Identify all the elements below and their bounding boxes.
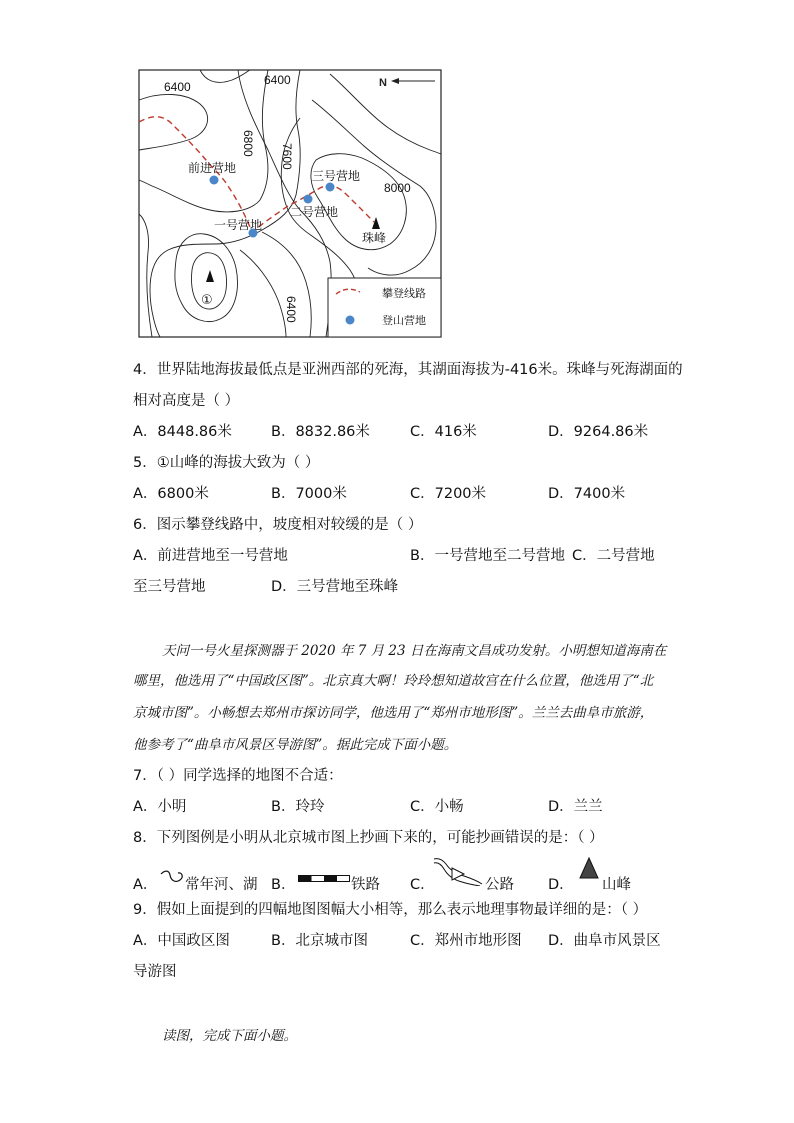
label-camp2: 二号营地 xyxy=(290,205,339,219)
q5-option-b[interactable]: B．7000米 xyxy=(271,486,347,502)
contour-line-outer-left xyxy=(139,94,208,150)
q6-stem: 6．图示攀登线路中，坡度相对较缓的是（ ） xyxy=(133,517,423,533)
contour-label-8000: 8000 xyxy=(384,181,411,195)
q4-option-a[interactable]: A．8448.86米 xyxy=(133,424,232,440)
q6-option-c[interactable]: C．二号营地 xyxy=(572,548,655,564)
legend-route-label: 攀登线路 xyxy=(382,288,426,300)
q8-option-d-label: 山峰 xyxy=(602,877,631,893)
q8-option-a[interactable] xyxy=(133,873,157,894)
contour-label-6400-top-left: 6400 xyxy=(164,80,191,94)
passage-line4: 他参考了“曲阜市风景区导游图”。据此完成下面小题。 xyxy=(133,737,458,753)
q8-option-c-prefix: C． xyxy=(410,877,435,893)
contour-label-6800: 6800 xyxy=(241,130,255,157)
q5-option-c[interactable]: C．7200米 xyxy=(410,486,487,502)
north-label: N xyxy=(379,77,387,89)
q8-option-c-label: 公路 xyxy=(485,877,514,893)
label-peak1: ① xyxy=(201,292,213,307)
q8-option-d-prefix: D． xyxy=(548,877,574,893)
q4-option-c[interactable]: C．416米 xyxy=(410,424,477,440)
contour-line-6400-top-left xyxy=(200,70,250,82)
q9-option-d-continued[interactable]: 导游图 xyxy=(133,964,177,980)
q5-option-a[interactable]: A．6800米 xyxy=(133,486,209,502)
q4-option-d[interactable]: D．9264.86米 xyxy=(548,424,649,440)
q9-option-c[interactable]: C．郑州市地形图 xyxy=(410,933,522,949)
label-qianjin-camp: 前进营地 xyxy=(188,161,237,175)
q7-option-c[interactable]: C．小畅 xyxy=(410,799,464,815)
camp-qianjin-marker xyxy=(210,176,219,185)
river-lake-symbol-icon xyxy=(160,866,186,888)
q9-option-b[interactable]: B．北京城市图 xyxy=(271,933,368,949)
north-arrowhead-icon xyxy=(391,78,399,84)
label-zhufeng: 珠峰 xyxy=(362,231,387,245)
read-map-instruction: 读图，完成下面小题。 xyxy=(162,1028,297,1044)
q7-option-a[interactable]: A．小明 xyxy=(133,799,187,815)
q5-stem: 5．①山峰的海拔大致为（ ） xyxy=(133,455,320,471)
q9-stem: 9．假如上面提到的四幅地图图幅大小相等，那么表示地理事物最详细的是：（ ） xyxy=(133,902,648,918)
q8-option-c[interactable] xyxy=(410,873,435,894)
contour-line-south-mid xyxy=(240,250,286,337)
passage-line1: 天问一号火星探测器于 2020 年 7 月 23 日在海南文昌成功发射。小明想知道海南在 xyxy=(162,643,667,659)
legend-camp-icon xyxy=(346,316,355,325)
contour-line-south-west xyxy=(139,214,152,337)
passage-line3: 京城市图”。小畅想去郑州市探访同学，他选用了“郑州市地形图”。兰兰去曲阜市旅游， xyxy=(133,705,654,721)
camp2-marker xyxy=(304,195,313,204)
zhufeng-peak-icon xyxy=(372,217,380,229)
contour-label-7600: 7600 xyxy=(280,143,294,170)
q7-option-d[interactable]: D．兰兰 xyxy=(548,799,603,815)
contour-label-6400-bottom: 6400 xyxy=(284,296,298,323)
q4-stem-line1: 4．世界陆地海拔最低点是亚洲西部的死海，其湖面海拔为-416米。珠峰与死海湖面的 xyxy=(133,362,683,378)
q5-option-d[interactable]: D．7400米 xyxy=(548,486,626,502)
q4-option-b[interactable]: B．8832.86米 xyxy=(271,424,370,440)
q8-option-b[interactable] xyxy=(271,873,295,894)
q8-stem: 8．下列图例是小明从北京城市图上抄画下来的，可能抄画错误的是：（ ） xyxy=(133,830,604,846)
peak1-icon xyxy=(206,270,214,282)
contour-map xyxy=(0,0,794,345)
q8-option-b-label: 铁路 xyxy=(351,877,380,893)
label-camp3: 三号营地 xyxy=(312,169,361,183)
q6-option-c-continued[interactable]: 至三号营地 xyxy=(133,579,206,595)
camp3-marker xyxy=(326,183,335,192)
railway-symbol-icon xyxy=(298,875,350,883)
q9-option-a[interactable]: A．中国政区图 xyxy=(133,933,230,949)
q8-option-a-prefix: A． xyxy=(133,877,158,893)
q7-option-b[interactable]: B．玲玲 xyxy=(271,799,325,815)
q6-option-d[interactable]: D．三号营地至珠峰 xyxy=(271,579,399,595)
q7-stem: 7．（ ）同学选择的地图不合适： xyxy=(133,768,343,784)
q4-stem-line2: 相对高度是（ ） xyxy=(133,393,240,409)
q6-option-a[interactable]: A．前进营地至一号营地 xyxy=(133,548,288,564)
q9-option-d[interactable]: D．曲阜市风景区 xyxy=(548,933,661,949)
highway-symbol-icon xyxy=(432,856,486,886)
contour-label-6400-top: 6400 xyxy=(264,73,291,87)
legend-box xyxy=(328,278,441,337)
q8-option-a-label: 常年河、湖 xyxy=(185,877,258,893)
label-camp1: 一号营地 xyxy=(214,218,263,232)
legend-camp-label: 登山营地 xyxy=(382,315,426,327)
q8-option-d[interactable] xyxy=(548,873,574,894)
q6-option-b[interactable]: B．一号营地至二号营地 xyxy=(410,548,565,564)
mountain-peak-symbol-icon xyxy=(578,856,600,880)
passage-line2: 哪里，他选用了“中国政区图”。北京真大啊！玲玲想知道故宫在什么位置，他选用了“北 xyxy=(133,673,654,689)
contour-line-inner-7600 xyxy=(150,70,300,337)
q8-option-b-prefix: B． xyxy=(271,877,296,893)
